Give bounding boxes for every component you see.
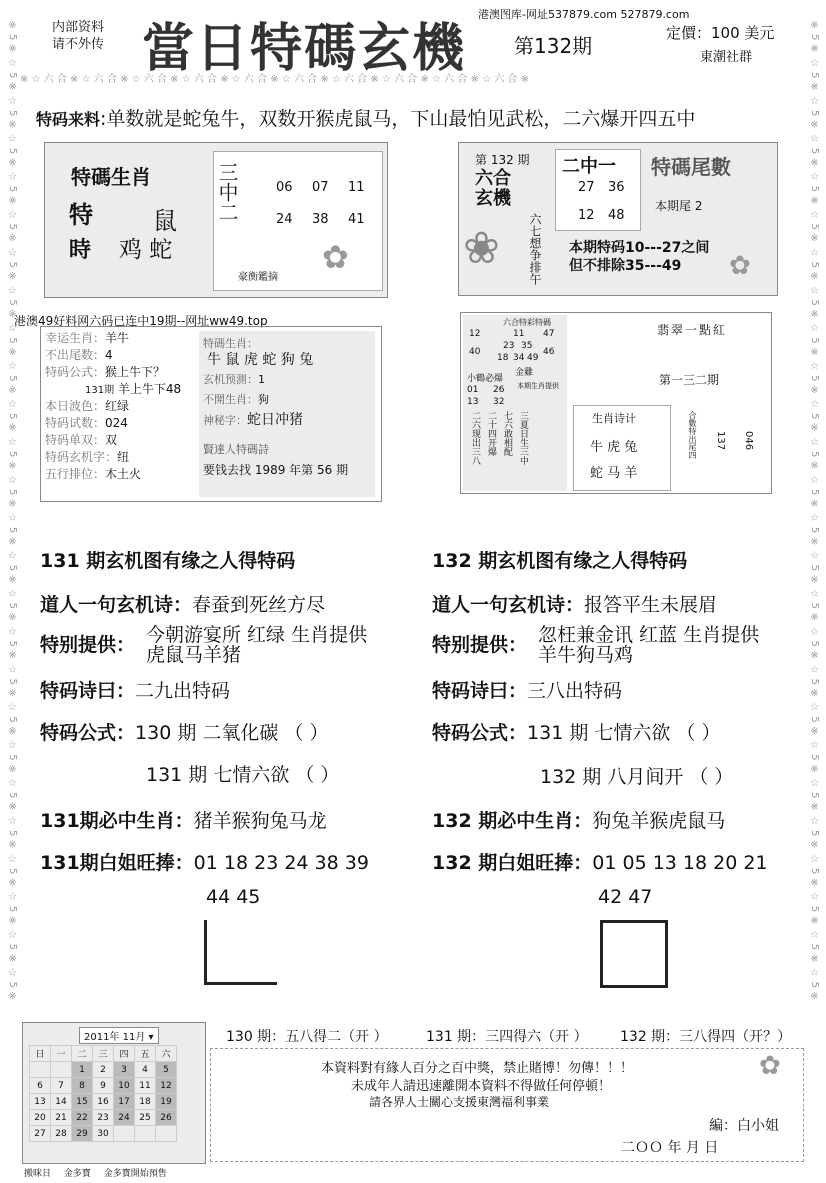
right-white-2: 42 47 — [598, 886, 653, 908]
box4-col3: 七六敢相配 — [502, 411, 512, 456]
info-row-9: 五行排位：木土火 — [45, 467, 142, 481]
calendar-week: 27 28 29 30 — [30, 1126, 177, 1142]
left-white-2: 44 45 — [206, 886, 261, 908]
chevron-down-icon: ▾ — [148, 1032, 154, 1043]
box4-m4: 32 — [493, 397, 505, 407]
box4-n9: 34 — [513, 353, 525, 363]
footer-link-2[interactable]: 金多寶 — [63, 1169, 91, 1179]
box2-dragon: ❀ — [463, 223, 500, 274]
box2-line1: 本期特码10---27之间 — [569, 240, 710, 256]
flower-icon: ✿ — [322, 238, 349, 276]
right-special-1: 忽枉兼金讯 红蓝 生肖提供 — [538, 624, 760, 646]
info-row-5: 本日波色：红绿 — [45, 399, 130, 413]
right-col3: 046 — [743, 431, 754, 451]
footer-link-1[interactable]: 搬咪日 — [24, 1169, 52, 1179]
zodiac-list: 牛 鼠 虎 蛇 狗 兔 — [207, 352, 314, 368]
info-row-6: 特码试数：024 — [45, 416, 128, 430]
avoid-row: 玄机预測：1 — [203, 373, 265, 386]
calendar-week: 20 21 22 23 24 25 26 — [30, 1110, 177, 1126]
notice-flower: ✿ — [759, 1051, 781, 1081]
right-white: 132 期白姐旺捧：01 05 13 18 20 21 — [432, 852, 768, 874]
calendar-week: 6 7 8 9 10 11 12 — [30, 1078, 177, 1094]
box4-n1: 12 — [469, 329, 481, 339]
box1-num-1: 06 — [276, 180, 293, 195]
box4-pill3: 本期生肖提供 — [517, 382, 559, 390]
box4-n4: 46 — [543, 347, 555, 357]
footer-link-3[interactable]: 金多寶開始預售 — [103, 1169, 167, 1179]
left-verse: 特码诗曰：二九出特码 — [40, 680, 231, 702]
right-must: 132 期必中生肖：狗兔羊猴虎鼠马 — [432, 810, 726, 832]
left-note-2: 请不外传 — [52, 37, 105, 52]
box1-title: 特碼生肖 — [71, 165, 151, 189]
right-glyph — [600, 920, 668, 988]
calendar-grid — [29, 1045, 177, 1142]
box2-tail-title: 特碼尾數 — [651, 155, 731, 179]
box2-num-1: 27 — [578, 180, 595, 195]
box2-panel — [555, 149, 641, 231]
box4-m3: 13 — [467, 397, 479, 407]
left-must: 131期必中生肖：猪羊猴狗兔马龙 — [40, 810, 327, 832]
left-note-1: 内部资料 — [52, 20, 105, 35]
emerald-box — [460, 312, 772, 494]
left-special-1: 今朝游宴所 红绿 生肖提供 — [146, 624, 368, 646]
box4-n5: 11 — [513, 329, 525, 339]
box2-issue: 第 132 期 — [475, 153, 530, 167]
box1-c3: 時 — [69, 237, 92, 263]
box4-n3: 47 — [543, 329, 555, 339]
box3-header: 港澳49好料网六码已连中19期--网址ww49.top — [14, 314, 268, 328]
notice-line-3: 請各界人士關心支援東灣福利事業 — [369, 1095, 550, 1109]
calendar — [22, 1022, 206, 1164]
box2-flower: ✿ — [729, 251, 751, 281]
left-title: 131 期玄机图有缘之人得特码 — [40, 550, 296, 572]
box4-col1: 二六现出三八 — [470, 411, 480, 465]
poem-panel — [573, 405, 671, 491]
left-formula-1: 特码公式：130 期 二氧化碳 （ ） — [40, 722, 329, 744]
box2-num-4: 48 — [608, 208, 625, 223]
notice-box — [210, 1048, 804, 1162]
tail-row: 不開生肖：狗 — [203, 393, 269, 406]
issue-number: 第132期 — [514, 34, 593, 58]
result-131: 131 期：三四得六（开 ） — [426, 1029, 588, 1045]
box1-num-6: 41 — [348, 212, 365, 227]
source-text: 单数就是蛇兔牛，双数开猴虎鼠马，下山最怕见武松，二六爆开四五中 — [106, 108, 696, 130]
left-poem: 道人一句玄机诗：春蚕到死丝方尽 — [40, 594, 326, 616]
box2-side: 六七想争排午 — [528, 213, 542, 285]
hint-row: 神秘字：蛇日冲猪 — [203, 412, 303, 428]
box4-n7: 35 — [521, 341, 533, 351]
box4-m2: 26 — [493, 385, 505, 395]
info-row-8: 特码玄机字：纽 — [45, 450, 130, 464]
source-colon: : — [100, 108, 107, 130]
source-line — [36, 104, 695, 131]
red-title: 翡翠一點紅 — [657, 323, 728, 337]
poem-line1: 牛 虎 兔 — [590, 440, 638, 455]
tail-box — [458, 142, 778, 296]
box4-pill1: 金雞 — [515, 368, 534, 378]
left-white: 131期白姐旺捧：01 18 23 24 38 39 — [40, 852, 369, 874]
right-formula-2: 132 期 八月间开 （ ） — [540, 766, 734, 788]
notice-line-2: 未成年人請迅速離開本資料不得做任何停頓！ — [351, 1079, 612, 1094]
right-title: 132 期玄机图有缘之人得特码 — [432, 550, 688, 572]
box2-logo: 六合玄機 — [475, 168, 511, 209]
red-issue: 第一三二期 — [659, 373, 720, 387]
box1-c4: 鸡 蛇 — [119, 237, 173, 263]
info-row-7: 特码单双：双 — [45, 433, 118, 447]
right-col2: 137 — [715, 431, 726, 451]
right-formula-1: 特码公式：131 期 七情六欲 （ ） — [432, 722, 721, 744]
riddle-text: 要钱去找 1989 年第 56 期 — [203, 463, 349, 477]
page-title: 當日特碼玄機 — [142, 18, 467, 79]
border-left: ※ 5 ※ ☆ 5 ※ ☆ 5 ※ ☆ 5 ※ ☆ 5 ※ ☆ 5 ※ ☆ 5 ※ ☆ 5 ※ ☆ 5 ※ ☆ 5 ※ ☆ 5 ※ ☆ 5 ※ ☆ 5 ※ ☆ 5 ※ ☆ 5 ※ ☆ 5 ※ ☆ 5 ※ ☆ 5 ※ ☆ 5 ※ ☆ 5 ※ ☆ 5 ※ ☆ 5 ※ ☆ 5 ※ ☆ 5 ※ ☆ 5 ※ ☆ 5 ※ — [7, 20, 18, 1003]
box4-pill2: 小鶴必爆 — [467, 374, 504, 384]
box4-m1: 01 — [467, 385, 479, 395]
info-row-1: 幸运生肖：羊牛 — [45, 331, 130, 345]
right-verse: 特码诗曰：三八出特码 — [432, 680, 623, 702]
price-label: 定價：100 美元 — [666, 24, 775, 42]
border-top: ※ ☆ 六 合 ※ ☆ 六 合 ※ ☆ 六 合 ※ ☆ 六 合 ※ ☆ 六 合 ※ ☆ 六 合 ※ ☆ 六 合 ※ ☆ 六 合 ※ ☆ 六 合 ※ ☆ 六 合 ※ — [20, 74, 529, 84]
calendar-week: 13 14 15 16 17 18 19 — [30, 1094, 177, 1110]
zodiac-box — [44, 142, 388, 298]
border-right: ※ 5 ※ ☆ 5 ※ ☆ 5 ※ ☆ 5 ※ ☆ 5 ※ ☆ 5 ※ ☆ 5 ※ ☆ 5 ※ ☆ 5 ※ ☆ 5 ※ ☆ 5 ※ ☆ 5 ※ ☆ 5 ※ ☆ 5 ※ ☆ 5 ※ ☆ 5 ※ ☆ 5 ※ ☆ 5 ※ ☆ 5 ※ ☆ 5 ※ ☆ 5 ※ ☆ 5 ※ ☆ 5 ※ ☆ 5 ※ ☆ 5 ※ ☆ 5 ※ — [809, 20, 820, 1003]
zodiac-title: 特碼生肖： — [203, 337, 258, 350]
poem-line2: 蛇 马 羊 — [590, 466, 638, 481]
box1-panel — [213, 151, 383, 291]
calendar-week: 1 2 3 4 5 — [30, 1062, 177, 1078]
box1-num-4: 24 — [276, 212, 293, 227]
box1-signature: 豪衡鑑摘 — [238, 272, 278, 283]
poem-title: 生肖诗计 — [592, 412, 636, 425]
box1-c1: 特 — [69, 200, 93, 229]
site-url: 港澳图库-网址537879.com 527879.com — [478, 8, 690, 21]
result-130: 130 期：五八得二（开 ） — [226, 1029, 388, 1045]
box1-num-2: 07 — [312, 180, 329, 195]
box4-n10: 49 — [527, 353, 539, 363]
right-special-2: 羊牛狗马鸡 — [538, 644, 634, 666]
notice-line-1: 本資料對有緣人百分之百中獎，禁止賭博！勿傳！！！ — [321, 1061, 634, 1076]
calendar-month[interactable]: 2011年 11月 ▾ — [79, 1027, 159, 1044]
calendar-footer — [24, 1166, 167, 1179]
info-right — [199, 331, 375, 497]
box4-header: 六合特彩特碼 — [503, 318, 551, 327]
calendar-weekdays: 日 一 二 三 四 五 六 — [30, 1046, 177, 1062]
box4-col4: 三夏日生三中 — [518, 411, 528, 465]
info-row-2: 不出尾数：4 — [45, 348, 113, 362]
notice-date: 二ＯＯ 年 月 日 — [621, 1140, 719, 1156]
info-box — [40, 326, 382, 502]
box4-n6: 23 — [503, 341, 515, 351]
source-label: 特码来料 — [36, 110, 101, 129]
box4-n8: 18 — [497, 353, 509, 363]
info-list — [45, 329, 195, 482]
box2-num-2: 36 — [608, 180, 625, 195]
box4-left — [463, 315, 567, 491]
box2-title: 二中一 — [562, 156, 616, 177]
box1-num-3: 11 — [348, 180, 365, 195]
box2-tail-value: 本期尾 2 — [655, 199, 703, 213]
box1-c2: 鼠 — [153, 207, 177, 235]
notice-editor: 編：白小姐 — [709, 1118, 779, 1134]
box4-n2: 40 — [469, 347, 481, 357]
right-poem: 道人一句玄机诗：报答平生未展眉 — [432, 594, 718, 616]
info-row-4: 131期 羊上牛下48 — [85, 382, 182, 396]
right-col1: 合數特出尾四 — [688, 411, 697, 459]
left-glyph — [204, 920, 277, 985]
box1-num-5: 38 — [312, 212, 329, 227]
left-special-label: 特别提供： — [40, 634, 136, 656]
left-special-2: 虎鼠马羊猪 — [146, 644, 242, 666]
box2-num-3: 12 — [578, 208, 595, 223]
left-formula-2: 131 期 七情六欲 （ ） — [146, 764, 340, 786]
publisher-label: 東潮社群 — [700, 50, 753, 65]
box2-line2: 但不排除35---49 — [569, 258, 682, 274]
right-special-label: 特别提供： — [432, 634, 528, 656]
info-row-3: 特码公式：猴上牛下？ — [45, 365, 166, 379]
box4-col2: 二十四开爆 — [486, 411, 496, 456]
result-132: 132 期：三八得四（开？） — [620, 1029, 792, 1045]
box1-left-label: 三中二 — [215, 162, 239, 222]
riddle-title: 賢達人特碼詩 — [203, 443, 269, 456]
